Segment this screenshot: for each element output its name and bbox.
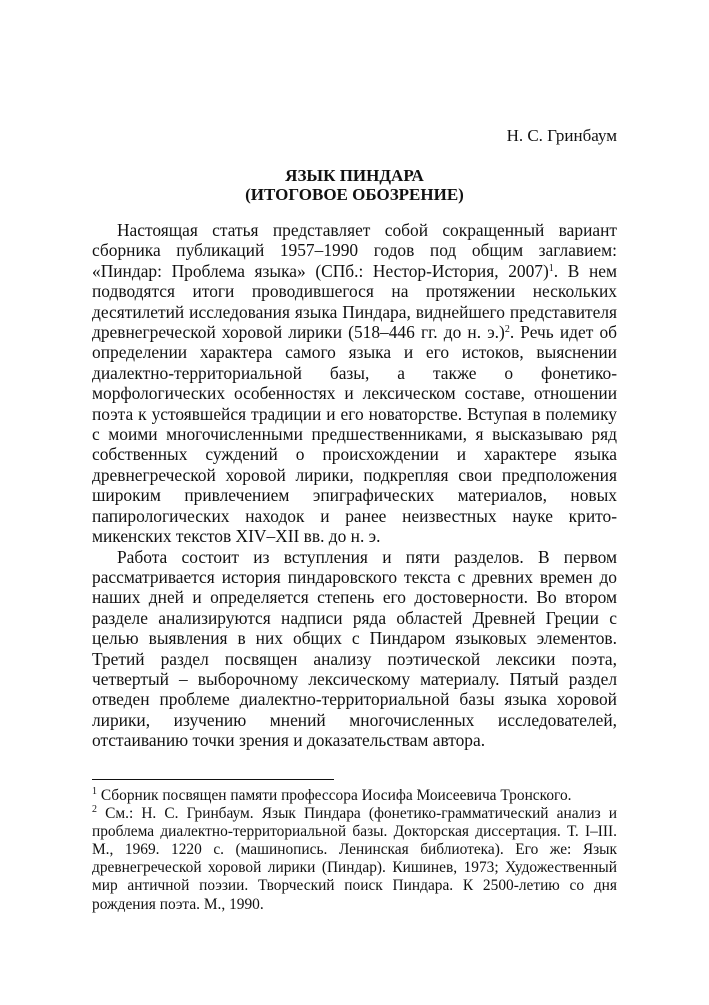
footnote-1 xyxy=(92,787,617,805)
paragraph-1-text-a: Настоящая статья представляет собой сокращенный вариант сборника публикаций 1957–1990 годов под общим заглавием: «Пиндар: Проблема языка» (СПб.: Нестор-История, 2007) xyxy=(92,220,617,281)
footnote-ref-1: 1 xyxy=(548,262,554,274)
footnote-mark-1: 1 xyxy=(92,786,97,797)
footnote-ref-2: 2 xyxy=(504,324,510,336)
author-name: Н. С. Гринбаум xyxy=(506,126,617,145)
title-line-1: ЯЗЫК ПИНДАРА xyxy=(285,166,424,185)
article-body xyxy=(92,220,617,751)
title-line-2: (ИТОГОВОЕ ОБОЗРЕНИЕ) xyxy=(245,185,464,204)
paragraph-1-text-b: . В нем подводятся итоги проводившегося на протяжении нескольких десятилетий исследования языка Пиндара, виднейшего представителя древнегреческой хоровой лирики (518–446 гг. до н. э.) xyxy=(92,260,617,343)
article-title xyxy=(92,166,617,204)
paragraph-1 xyxy=(92,220,617,547)
footnote-mark-2: 2 xyxy=(92,804,97,816)
paragraph-2: Работа состоит из вступления и пяти разделов. В первом рассматривается история пиндаровского текста с древних времен до наших дней и определяется степень его достоверности. Во втором разделе анализируются надписи ряда областей Древней Греции с целью выявления в них общих с Пиндаром языковых элементов. Третий раздел посвящен анализу поэтической лексики поэта, четвертый – выборочному лексическому материалу. Пятый раздел отведен проблеме диалектно-территориальной базы языка хоровой лирики, изучению мнений многочисленных исследователей, отстаиванию точки зрения и доказательствам автора. xyxy=(92,546,617,751)
footnotes xyxy=(92,787,617,914)
footnote-1-text: Сборник посвящен памяти профессора Иосифа Моисеевича Тронского. xyxy=(97,787,572,804)
footnote-separator xyxy=(92,779,334,780)
paragraph-1-text-c: . Речь идет об определении характера самого языка и его истоков, выяснении диалектно-территориальной базы, а также о фонетико-морфологических особенностях и лексическом составе, отношении поэта к устоявшейся традиции и его новаторстве. Вступая в полемику с моими многочисленными предшественниками, я высказываю ряд собственных суждений о происхождении и характере языка древнегреческой хоровой лирики, подкрепляя свои предположения широким привлечением эпиграфических материалов, новых папирологических находок и ранее неизвестных науке крито-микенских текстов XIV–XII вв. до н. э. xyxy=(92,322,617,547)
footnote-2-text: См.: Н. С. Гринбаум. Язык Пиндара (фонетико-грамматический анализ и проблема диалектно-территориальной базы. Докторская диссертация. Т. I–III. М., 1969. 1220 с. (машинопись. Ленинская библиотека). Его же: Язык древнегреческой хоровой лирики (Пиндар). Кишинев, 1973; Художественный мир античной поэзии. Творческий поиск Пиндара. К 2500-летию со дня рождения поэта. М., 1990. xyxy=(92,805,617,913)
footnote-2 xyxy=(92,805,617,914)
